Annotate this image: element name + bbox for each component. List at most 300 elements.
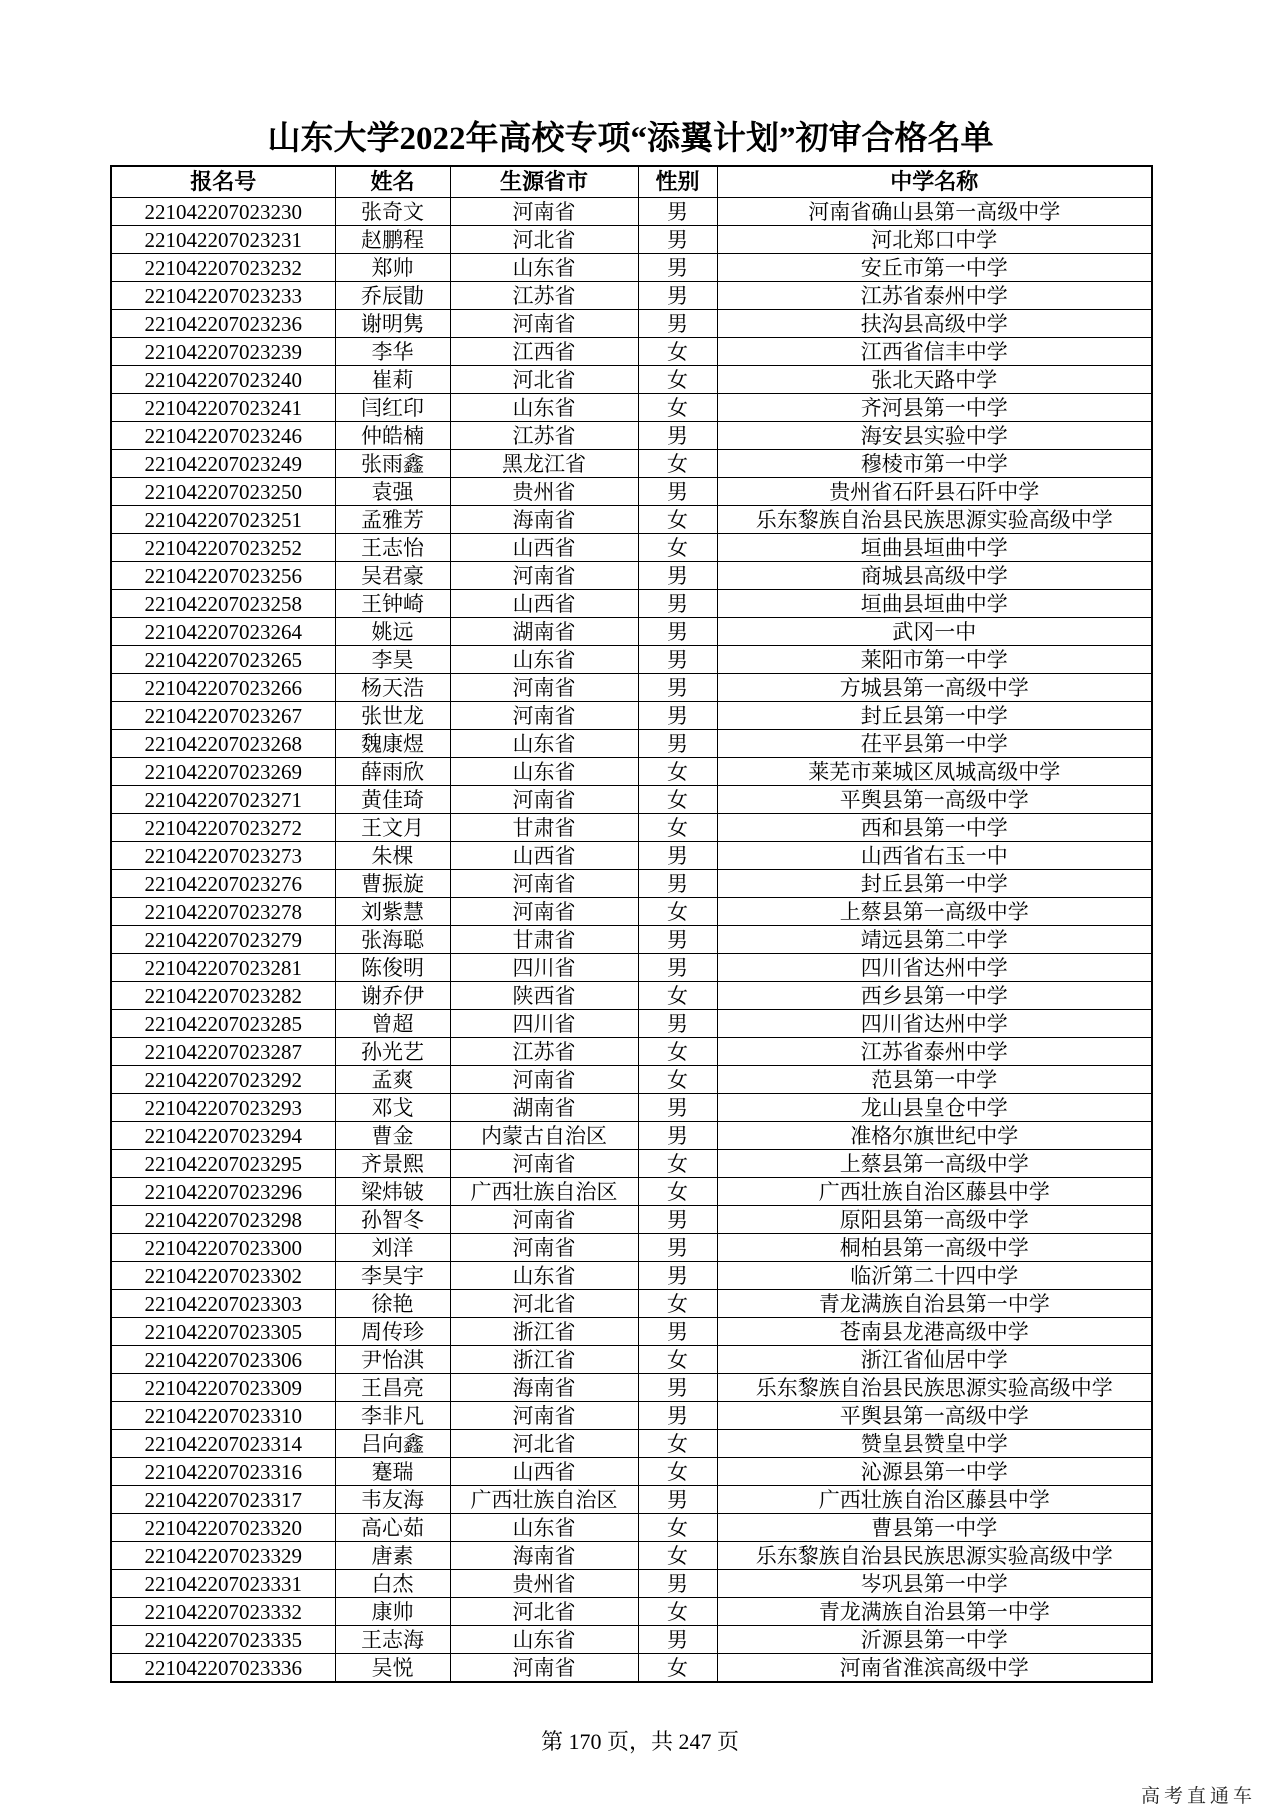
cell-province: 河南省 — [450, 310, 638, 338]
cell-province: 浙江省 — [450, 1318, 638, 1346]
table-row — [111, 1178, 1152, 1206]
cell-school: 张北天路中学 — [717, 366, 1152, 394]
cell-gender: 女 — [638, 1458, 717, 1486]
cell-gender: 男 — [638, 1262, 717, 1290]
col-header-registration-number: 报名号 — [111, 166, 335, 198]
cell-name: 张世龙 — [335, 702, 450, 730]
table-header — [111, 166, 1152, 198]
cell-province: 河南省 — [450, 898, 638, 926]
cell-registration-number: 221042207023276 — [111, 870, 335, 898]
cell-school: 山西省右玉一中 — [717, 842, 1152, 870]
cell-school: 商城县高级中学 — [717, 562, 1152, 590]
cell-gender: 男 — [638, 702, 717, 730]
cell-registration-number: 221042207023241 — [111, 394, 335, 422]
cell-registration-number: 221042207023250 — [111, 478, 335, 506]
table-row — [111, 1206, 1152, 1234]
page-number-footer: 第 170 页，共 247 页 — [540, 1729, 739, 1754]
cell-province: 河北省 — [450, 1598, 638, 1626]
table-row — [111, 1290, 1152, 1318]
cell-province: 四川省 — [450, 1010, 638, 1038]
cell-name: 李华 — [335, 338, 450, 366]
cell-name: 李昊宇 — [335, 1262, 450, 1290]
cell-province: 贵州省 — [450, 1570, 638, 1598]
cell-name: 吴君豪 — [335, 562, 450, 590]
cell-gender: 男 — [638, 198, 717, 226]
cell-school: 沂源县第一中学 — [717, 1626, 1152, 1654]
table-row — [111, 1430, 1152, 1458]
table-row — [111, 842, 1152, 870]
table-row — [111, 730, 1152, 758]
cell-gender: 女 — [638, 1178, 717, 1206]
cell-registration-number: 221042207023314 — [111, 1430, 335, 1458]
cell-school: 扶沟县高级中学 — [717, 310, 1152, 338]
cell-registration-number: 221042207023269 — [111, 758, 335, 786]
cell-name: 张雨鑫 — [335, 450, 450, 478]
cell-name: 王钟崎 — [335, 590, 450, 618]
cell-gender: 男 — [638, 1402, 717, 1430]
cell-name: 张海聪 — [335, 926, 450, 954]
cell-registration-number: 221042207023292 — [111, 1066, 335, 1094]
cell-name: 王昌亮 — [335, 1374, 450, 1402]
cell-school: 封丘县第一中学 — [717, 870, 1152, 898]
cell-gender: 男 — [638, 1374, 717, 1402]
cell-province: 河南省 — [450, 674, 638, 702]
cell-province: 山东省 — [450, 1262, 638, 1290]
table-row — [111, 1458, 1152, 1486]
page-title: 山东大学2022年高校专项“添翼计划”初审合格名单 — [267, 121, 994, 157]
cell-registration-number: 221042207023309 — [111, 1374, 335, 1402]
cell-registration-number: 221042207023272 — [111, 814, 335, 842]
cell-registration-number: 221042207023306 — [111, 1346, 335, 1374]
cell-province: 甘肃省 — [450, 926, 638, 954]
table-row — [111, 562, 1152, 590]
cell-name: 孟雅芳 — [335, 506, 450, 534]
table-row — [111, 366, 1152, 394]
header-row — [111, 166, 1152, 198]
table-row — [111, 1570, 1152, 1598]
cell-province: 山东省 — [450, 1626, 638, 1654]
cell-gender: 女 — [638, 1654, 717, 1683]
cell-registration-number: 221042207023278 — [111, 898, 335, 926]
cell-school: 西乡县第一中学 — [717, 982, 1152, 1010]
cell-gender: 女 — [638, 814, 717, 842]
cell-province: 山东省 — [450, 758, 638, 786]
cell-name: 蹇瑞 — [335, 1458, 450, 1486]
cell-province: 河南省 — [450, 870, 638, 898]
cell-school: 海安县实验中学 — [717, 422, 1152, 450]
cell-name: 姚远 — [335, 618, 450, 646]
cell-name: 乔辰勖 — [335, 282, 450, 310]
cell-province: 山西省 — [450, 1458, 638, 1486]
cell-name: 孙光艺 — [335, 1038, 450, 1066]
cell-name: 谢乔伊 — [335, 982, 450, 1010]
cell-school: 桐柏县第一高级中学 — [717, 1234, 1152, 1262]
cell-name: 周传珍 — [335, 1318, 450, 1346]
table-row — [111, 1318, 1152, 1346]
cell-school: 齐河县第一中学 — [717, 394, 1152, 422]
cell-gender: 男 — [638, 954, 717, 982]
cell-province: 河南省 — [450, 1206, 638, 1234]
cell-gender: 男 — [638, 1626, 717, 1654]
cell-province: 湖南省 — [450, 618, 638, 646]
table-row — [111, 226, 1152, 254]
cell-gender: 男 — [638, 870, 717, 898]
table-row — [111, 674, 1152, 702]
cell-gender: 男 — [638, 282, 717, 310]
cell-registration-number: 221042207023336 — [111, 1654, 335, 1683]
cell-school: 浙江省仙居中学 — [717, 1346, 1152, 1374]
cell-registration-number: 221042207023287 — [111, 1038, 335, 1066]
cell-province: 河北省 — [450, 1430, 638, 1458]
cell-province: 陕西省 — [450, 982, 638, 1010]
cell-registration-number: 221042207023300 — [111, 1234, 335, 1262]
cell-province: 山西省 — [450, 842, 638, 870]
cell-registration-number: 221042207023332 — [111, 1598, 335, 1626]
cell-registration-number: 221042207023264 — [111, 618, 335, 646]
table-row — [111, 926, 1152, 954]
cell-name: 赵鹏程 — [335, 226, 450, 254]
cell-name: 高心茹 — [335, 1514, 450, 1542]
cell-name: 王文月 — [335, 814, 450, 842]
cell-province: 广西壮族自治区 — [450, 1486, 638, 1514]
table-row — [111, 1010, 1152, 1038]
cell-school: 上蔡县第一高级中学 — [717, 898, 1152, 926]
cell-gender: 男 — [638, 674, 717, 702]
cell-gender: 男 — [638, 590, 717, 618]
table-row — [111, 478, 1152, 506]
cell-province: 河南省 — [450, 786, 638, 814]
cell-gender: 女 — [638, 982, 717, 1010]
cell-registration-number: 221042207023310 — [111, 1402, 335, 1430]
cell-school: 赞皇县赞皇中学 — [717, 1430, 1152, 1458]
cell-registration-number: 221042207023232 — [111, 254, 335, 282]
cell-province: 四川省 — [450, 954, 638, 982]
cell-school: 河南省淮滨高级中学 — [717, 1654, 1152, 1683]
cell-name: 李昊 — [335, 646, 450, 674]
cell-name: 陈俊明 — [335, 954, 450, 982]
cell-school: 四川省达州中学 — [717, 954, 1152, 982]
table-row — [111, 422, 1152, 450]
cell-school: 平舆县第一高级中学 — [717, 786, 1152, 814]
cell-gender: 男 — [638, 254, 717, 282]
cell-name: 李非凡 — [335, 1402, 450, 1430]
cell-province: 山东省 — [450, 646, 638, 674]
cell-name: 齐景熙 — [335, 1150, 450, 1178]
cell-gender: 男 — [638, 1206, 717, 1234]
cell-registration-number: 221042207023293 — [111, 1094, 335, 1122]
cell-school: 穆棱市第一中学 — [717, 450, 1152, 478]
cell-registration-number: 221042207023271 — [111, 786, 335, 814]
table-row — [111, 1066, 1152, 1094]
cell-registration-number: 221042207023316 — [111, 1458, 335, 1486]
cell-name: 袁强 — [335, 478, 450, 506]
cell-gender: 女 — [638, 1150, 717, 1178]
cell-registration-number: 221042207023252 — [111, 534, 335, 562]
table-row — [111, 506, 1152, 534]
cell-gender: 女 — [638, 1290, 717, 1318]
col-header-province: 生源省市 — [450, 166, 638, 198]
cell-registration-number: 221042207023303 — [111, 1290, 335, 1318]
table-row — [111, 198, 1152, 226]
cell-gender: 女 — [638, 1346, 717, 1374]
cell-province: 河南省 — [450, 1402, 638, 1430]
table-row — [111, 1542, 1152, 1570]
table-row — [111, 758, 1152, 786]
cell-registration-number: 221042207023265 — [111, 646, 335, 674]
watermark-text: 高考直通车 — [1141, 1786, 1257, 1807]
cell-name: 郑帅 — [335, 254, 450, 282]
cell-province: 河北省 — [450, 226, 638, 254]
admission-list-table — [110, 165, 1153, 1683]
table-row — [111, 1626, 1152, 1654]
cell-gender: 男 — [638, 842, 717, 870]
cell-school: 岑巩县第一中学 — [717, 1570, 1152, 1598]
table-row — [111, 338, 1152, 366]
cell-registration-number: 221042207023266 — [111, 674, 335, 702]
cell-registration-number: 221042207023329 — [111, 1542, 335, 1570]
cell-school: 平舆县第一高级中学 — [717, 1402, 1152, 1430]
cell-province: 山东省 — [450, 394, 638, 422]
cell-registration-number: 221042207023249 — [111, 450, 335, 478]
cell-province: 山东省 — [450, 1514, 638, 1542]
cell-registration-number: 221042207023317 — [111, 1486, 335, 1514]
cell-gender: 女 — [638, 338, 717, 366]
cell-name: 仲皓楠 — [335, 422, 450, 450]
cell-name: 崔莉 — [335, 366, 450, 394]
cell-school: 上蔡县第一高级中学 — [717, 1150, 1152, 1178]
cell-name: 黄佳琦 — [335, 786, 450, 814]
cell-registration-number: 221042207023320 — [111, 1514, 335, 1542]
table-row — [111, 1234, 1152, 1262]
cell-school: 封丘县第一中学 — [717, 702, 1152, 730]
cell-province: 河北省 — [450, 1290, 638, 1318]
cell-gender: 女 — [638, 506, 717, 534]
cell-gender: 男 — [638, 926, 717, 954]
cell-school: 原阳县第一高级中学 — [717, 1206, 1152, 1234]
table-row — [111, 534, 1152, 562]
cell-province: 甘肃省 — [450, 814, 638, 842]
cell-name: 孟爽 — [335, 1066, 450, 1094]
cell-province: 湖南省 — [450, 1094, 638, 1122]
cell-province: 江苏省 — [450, 422, 638, 450]
cell-school: 青龙满族自治县第一中学 — [717, 1290, 1152, 1318]
table-row — [111, 1346, 1152, 1374]
cell-gender: 女 — [638, 758, 717, 786]
cell-registration-number: 221042207023279 — [111, 926, 335, 954]
table-row — [111, 786, 1152, 814]
cell-gender: 男 — [638, 310, 717, 338]
cell-name: 韦友海 — [335, 1486, 450, 1514]
cell-province: 河南省 — [450, 1654, 638, 1683]
cell-school: 贵州省石阡县石阡中学 — [717, 478, 1152, 506]
cell-name: 白杰 — [335, 1570, 450, 1598]
cell-gender: 男 — [638, 1122, 717, 1150]
cell-registration-number: 221042207023331 — [111, 1570, 335, 1598]
cell-province: 广西壮族自治区 — [450, 1178, 638, 1206]
cell-school: 江西省信丰中学 — [717, 338, 1152, 366]
cell-school: 准格尔旗世纪中学 — [717, 1122, 1152, 1150]
cell-gender: 女 — [638, 786, 717, 814]
cell-name: 唐素 — [335, 1542, 450, 1570]
cell-gender: 女 — [638, 1514, 717, 1542]
cell-gender: 男 — [638, 478, 717, 506]
cell-province: 河南省 — [450, 562, 638, 590]
cell-gender: 男 — [638, 1318, 717, 1346]
cell-registration-number: 221042207023231 — [111, 226, 335, 254]
cell-province: 山西省 — [450, 534, 638, 562]
cell-school: 临沂第二十四中学 — [717, 1262, 1152, 1290]
table-row — [111, 1374, 1152, 1402]
cell-school: 青龙满族自治县第一中学 — [717, 1598, 1152, 1626]
cell-province: 山东省 — [450, 730, 638, 758]
cell-gender: 女 — [638, 1598, 717, 1626]
cell-school: 靖远县第二中学 — [717, 926, 1152, 954]
cell-school: 武冈一中 — [717, 618, 1152, 646]
cell-registration-number: 221042207023282 — [111, 982, 335, 1010]
cell-name: 康帅 — [335, 1598, 450, 1626]
cell-province: 贵州省 — [450, 478, 638, 506]
col-header-name: 姓名 — [335, 166, 450, 198]
cell-name: 吕向鑫 — [335, 1430, 450, 1458]
cell-name: 杨天浩 — [335, 674, 450, 702]
cell-name: 谢明隽 — [335, 310, 450, 338]
cell-gender: 女 — [638, 1066, 717, 1094]
cell-gender: 女 — [638, 450, 717, 478]
cell-province: 河北省 — [450, 366, 638, 394]
cell-name: 刘洋 — [335, 1234, 450, 1262]
table-row — [111, 394, 1152, 422]
table-row — [111, 1038, 1152, 1066]
cell-name: 孙智冬 — [335, 1206, 450, 1234]
cell-province: 海南省 — [450, 1374, 638, 1402]
table-row — [111, 590, 1152, 618]
cell-registration-number: 221042207023273 — [111, 842, 335, 870]
table-row — [111, 954, 1152, 982]
cell-school: 安丘市第一中学 — [717, 254, 1152, 282]
cell-gender: 女 — [638, 1430, 717, 1458]
cell-province: 黑龙江省 — [450, 450, 638, 478]
table-row — [111, 618, 1152, 646]
col-header-gender: 性别 — [638, 166, 717, 198]
cell-name: 曹金 — [335, 1122, 450, 1150]
cell-gender: 男 — [638, 1486, 717, 1514]
cell-name: 邓戈 — [335, 1094, 450, 1122]
cell-gender: 女 — [638, 534, 717, 562]
cell-school: 河北郑口中学 — [717, 226, 1152, 254]
cell-school: 茌平县第一中学 — [717, 730, 1152, 758]
cell-registration-number: 221042207023298 — [111, 1206, 335, 1234]
cell-school: 范县第一中学 — [717, 1066, 1152, 1094]
table-row — [111, 982, 1152, 1010]
table-row — [111, 1402, 1152, 1430]
cell-school: 广西壮族自治区藤县中学 — [717, 1486, 1152, 1514]
cell-school: 乐东黎族自治县民族思源实验高级中学 — [717, 1542, 1152, 1570]
cell-school: 乐东黎族自治县民族思源实验高级中学 — [717, 506, 1152, 534]
cell-registration-number: 221042207023294 — [111, 1122, 335, 1150]
cell-name: 王志怡 — [335, 534, 450, 562]
table-body — [111, 198, 1152, 1683]
cell-name: 王志海 — [335, 1626, 450, 1654]
cell-name: 刘紫慧 — [335, 898, 450, 926]
cell-name: 尹怡淇 — [335, 1346, 450, 1374]
cell-school: 河南省确山县第一高级中学 — [717, 198, 1152, 226]
cell-province: 江苏省 — [450, 1038, 638, 1066]
cell-gender: 女 — [638, 394, 717, 422]
cell-province: 河南省 — [450, 1234, 638, 1262]
cell-school: 方城县第一高级中学 — [717, 674, 1152, 702]
cell-school: 西和县第一中学 — [717, 814, 1152, 842]
cell-gender: 男 — [638, 562, 717, 590]
table-row — [111, 1514, 1152, 1542]
cell-province: 河南省 — [450, 1150, 638, 1178]
table-row — [111, 814, 1152, 842]
cell-province: 海南省 — [450, 506, 638, 534]
cell-province: 浙江省 — [450, 1346, 638, 1374]
cell-registration-number: 221042207023335 — [111, 1626, 335, 1654]
cell-gender: 男 — [638, 1094, 717, 1122]
cell-registration-number: 221042207023305 — [111, 1318, 335, 1346]
table-row — [111, 646, 1152, 674]
cell-province: 山东省 — [450, 254, 638, 282]
cell-registration-number: 221042207023267 — [111, 702, 335, 730]
table-row — [111, 1486, 1152, 1514]
cell-school: 垣曲县垣曲中学 — [717, 590, 1152, 618]
cell-gender: 男 — [638, 1010, 717, 1038]
cell-gender: 女 — [638, 366, 717, 394]
cell-gender: 女 — [638, 1038, 717, 1066]
table-row — [111, 1122, 1152, 1150]
cell-registration-number: 221042207023258 — [111, 590, 335, 618]
cell-name: 曹振旋 — [335, 870, 450, 898]
cell-school: 江苏省泰州中学 — [717, 1038, 1152, 1066]
cell-registration-number: 221042207023285 — [111, 1010, 335, 1038]
cell-school: 四川省达州中学 — [717, 1010, 1152, 1038]
cell-gender: 男 — [638, 618, 717, 646]
cell-registration-number: 221042207023296 — [111, 1178, 335, 1206]
cell-school: 垣曲县垣曲中学 — [717, 534, 1152, 562]
cell-name: 曾超 — [335, 1010, 450, 1038]
cell-gender: 男 — [638, 646, 717, 674]
cell-gender: 男 — [638, 422, 717, 450]
cell-province: 河南省 — [450, 1066, 638, 1094]
cell-name: 梁炜铍 — [335, 1178, 450, 1206]
table-row — [111, 1598, 1152, 1626]
cell-province: 内蒙古自治区 — [450, 1122, 638, 1150]
table-row — [111, 870, 1152, 898]
cell-school: 莱芜市莱城区凤城高级中学 — [717, 758, 1152, 786]
table-row — [111, 450, 1152, 478]
cell-province: 河南省 — [450, 702, 638, 730]
cell-registration-number: 221042207023256 — [111, 562, 335, 590]
table-row — [111, 1150, 1152, 1178]
cell-name: 吴悦 — [335, 1654, 450, 1683]
table-row — [111, 702, 1152, 730]
cell-name: 张奇文 — [335, 198, 450, 226]
cell-name: 薛雨欣 — [335, 758, 450, 786]
table-row — [111, 282, 1152, 310]
cell-school: 龙山县皇仓中学 — [717, 1094, 1152, 1122]
cell-gender: 男 — [638, 226, 717, 254]
cell-name: 魏康煜 — [335, 730, 450, 758]
cell-school: 苍南县龙港高级中学 — [717, 1318, 1152, 1346]
cell-gender: 女 — [638, 1542, 717, 1570]
cell-province: 山西省 — [450, 590, 638, 618]
cell-province: 江西省 — [450, 338, 638, 366]
cell-gender: 男 — [638, 1234, 717, 1262]
table-row — [111, 1094, 1152, 1122]
cell-registration-number: 221042207023302 — [111, 1262, 335, 1290]
cell-registration-number: 221042207023236 — [111, 310, 335, 338]
